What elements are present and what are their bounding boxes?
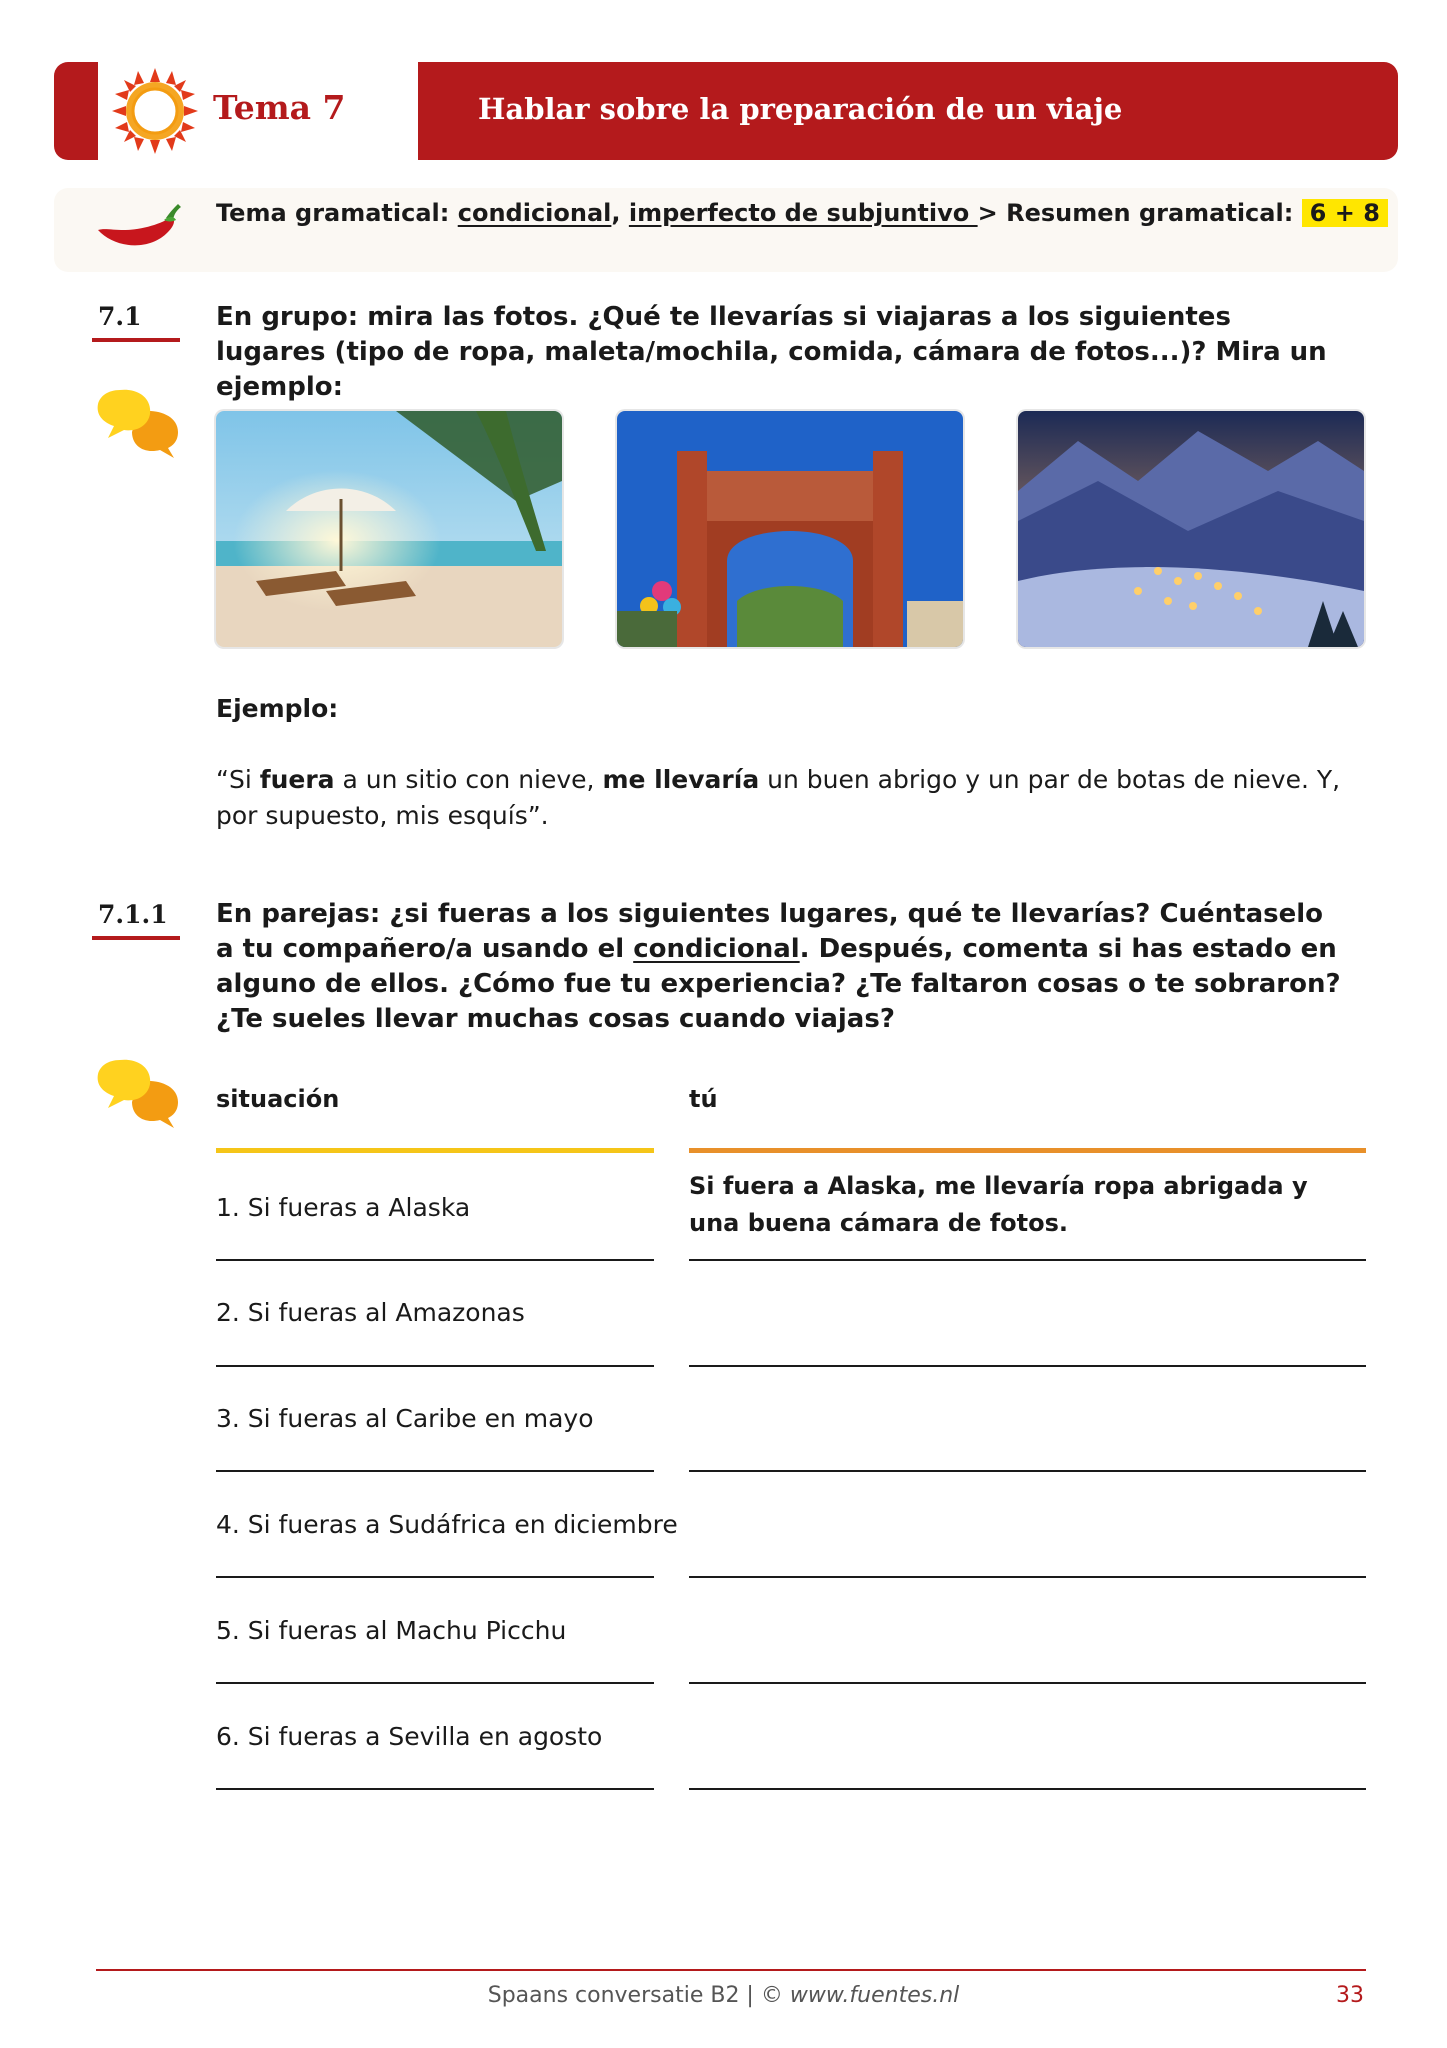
instruction-part: . Después, comenta si has estado en alguno de ellos. ¿Cómo fue tu experiencia? ¿Te faltaron cosas o te sobraron? ¿Te sueles llevar muchas cosas cuando viajas? bbox=[216, 934, 1341, 1034]
footer-website-link[interactable]: www.fuentes.nl bbox=[789, 1983, 960, 2008]
example-bold: me llevaría bbox=[602, 765, 760, 794]
table-row-situation: 3. Si fueras al Caribe en mayo bbox=[216, 1404, 594, 1433]
section-7-1-1-instructions bbox=[216, 897, 1346, 1037]
column-header-situacion: situación bbox=[216, 1085, 340, 1113]
answer-line bbox=[216, 1576, 654, 1578]
example-part: un buen abrigo y un par de botas de nieve. Y, por supuesto, mis esquís”. bbox=[216, 765, 1341, 830]
page-number: 33 bbox=[1336, 1983, 1364, 2008]
column-header-tu: tú bbox=[689, 1085, 718, 1113]
speech-bubbles-icon bbox=[94, 1056, 184, 1130]
answer-line bbox=[216, 1682, 654, 1684]
footer-credit bbox=[0, 1983, 1447, 2008]
link-condicional[interactable]: condicional bbox=[457, 199, 612, 227]
column-header-line bbox=[689, 1148, 1366, 1153]
answer-line bbox=[216, 1788, 654, 1790]
grammar-summary-ref: 6 + 8 bbox=[1302, 199, 1388, 227]
link-condicional-2[interactable]: condicional bbox=[633, 934, 800, 964]
example-part: a un sitio con nieve, bbox=[334, 765, 603, 794]
example-bold: fuera bbox=[259, 765, 335, 794]
answer-line bbox=[216, 1470, 654, 1472]
section-number-7-1-1: 7.1.1 bbox=[98, 900, 168, 929]
example-text bbox=[216, 762, 1346, 834]
section-number-7-1: 7.1 bbox=[98, 302, 142, 331]
grammar-reference bbox=[216, 199, 1388, 227]
example-part: “Si bbox=[216, 765, 260, 794]
table-row-situation: 6. Si fueras a Sevilla en agosto bbox=[216, 1722, 603, 1751]
column-header-line bbox=[216, 1148, 654, 1153]
section-underline bbox=[92, 936, 180, 940]
page-title: Hablar sobre la preparación de un viaje bbox=[478, 92, 1123, 126]
section-underline bbox=[92, 338, 180, 342]
answer-line bbox=[216, 1365, 654, 1367]
mountain-village-photo bbox=[1018, 411, 1364, 647]
sun-icon bbox=[112, 68, 198, 154]
answer-line[interactable] bbox=[689, 1365, 1366, 1367]
answer-line bbox=[216, 1259, 654, 1261]
footer-title: Spaans conversatie B2 | © bbox=[487, 1983, 790, 2008]
answer-line[interactable] bbox=[689, 1470, 1366, 1472]
section-7-1-instructions: En grupo: mira las fotos. ¿Qué te llevarías si viajaras a los siguientes lugares (tipo de ropa, maleta/mochila, comida, cámara de fotos...)? Mira un ejemplo: bbox=[216, 302, 1327, 402]
example-label: Ejemplo: bbox=[216, 694, 339, 723]
table-row-situation: 1. Si fueras a Alaska bbox=[216, 1193, 471, 1222]
answer-line[interactable] bbox=[689, 1682, 1366, 1684]
table-row-situation: 4. Si fueras a Sudáfrica en diciembre bbox=[216, 1510, 678, 1539]
answer-line[interactable] bbox=[689, 1576, 1366, 1578]
beach-photo bbox=[216, 411, 562, 647]
chili-pepper-icon bbox=[94, 200, 184, 260]
grammar-separator: , bbox=[611, 199, 629, 227]
answer-line[interactable] bbox=[689, 1788, 1366, 1790]
tema-label: Tema 7 bbox=[213, 88, 346, 127]
example-answer: Si fuera a Alaska, me llevaría ropa abrigada y una buena cámara de fotos. bbox=[689, 1172, 1308, 1237]
arc-photo bbox=[617, 411, 963, 647]
instruction-part: En parejas: ¿si fueras a los siguientes lugares, qué te llevarías? Cuéntaselo a tu compañero/a usando el bbox=[216, 899, 1324, 964]
grammar-prefix: Tema gramatical: bbox=[216, 199, 458, 227]
table-row-situation: 5. Si fueras al Machu Picchu bbox=[216, 1616, 567, 1645]
grammar-summary-label: > Resumen gramatical: bbox=[977, 199, 1302, 227]
link-imperfecto-subjuntivo[interactable]: imperfecto de subjuntivo bbox=[628, 199, 978, 227]
speech-bubbles-icon bbox=[94, 386, 184, 460]
table-row-situation: 2. Si fueras al Amazonas bbox=[216, 1298, 525, 1327]
footer-divider bbox=[96, 1969, 1366, 1971]
answer-line[interactable] bbox=[689, 1259, 1366, 1261]
